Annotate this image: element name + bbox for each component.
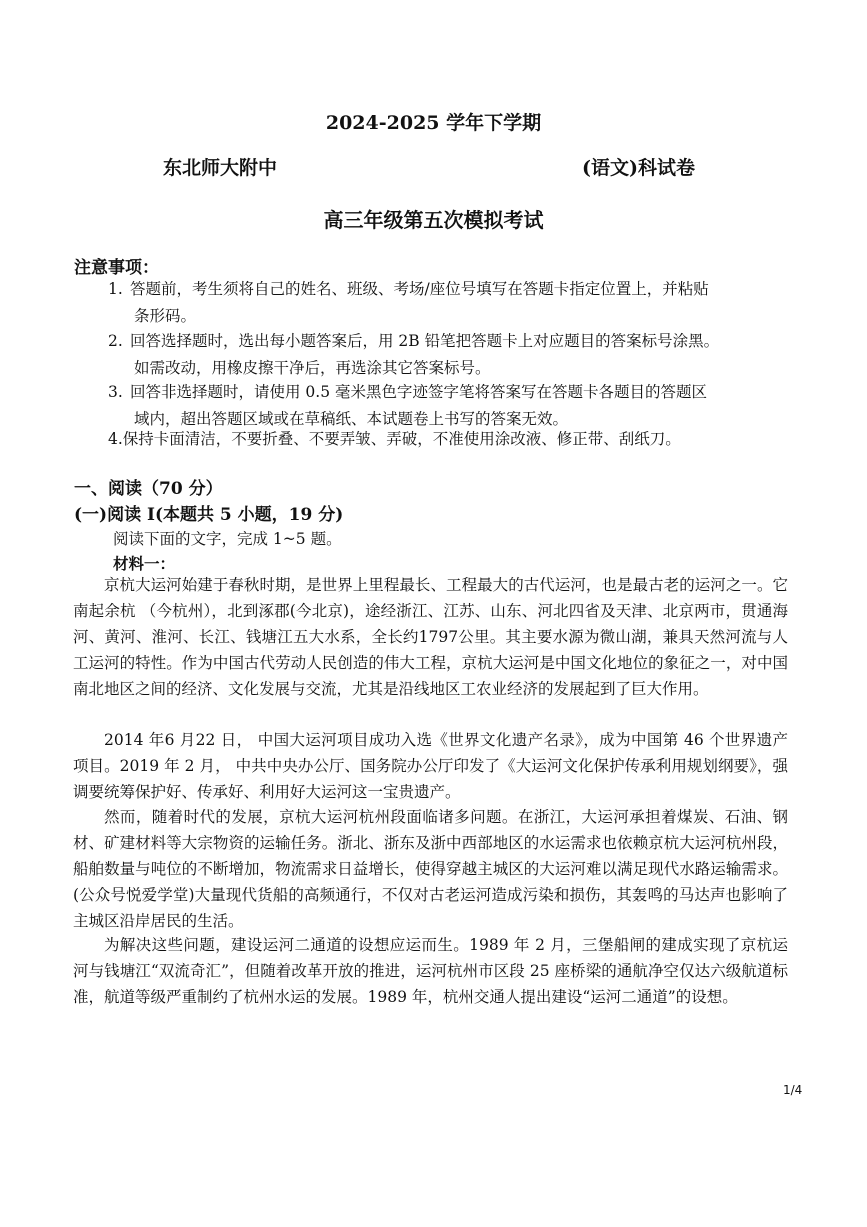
section-title: 一、阅读（70 分） [74,479,223,499]
notice-item-number: 1. [108,280,123,298]
notice-item-text: 回答选择题时，选出每小题答案后，用 2B 铅笔把答题卡上对应题目的答案标号涂黑。 [130,332,720,350]
notice-item-number: 2. [108,332,123,350]
passage-paragraph-3: 然而，随着时代的发展，京杭大运河杭州段面临诸多问题。在浙江，大运河承担着煤炭、石油、钢材、矿建材料等大宗物资的运输任务。浙北、浙东及浙中西部地区的水运需求也依赖京杭大运河杭州段，船舶数量与吨位的不断增加，物流需求日益增长，使得穿越主城区的大运河难以满足现代水路运输需求。(公众号悦爱学堂)大量现代货船的高频通行，不仅对古老运河造成污染和损伤，其轰鸣的马达声也影响了主城区沿岸居民的生活。 [73,808,788,930]
notice-item-2 [108,328,808,382]
notice-heading: 注意事项： [74,258,159,278]
notice-item-number: 4. [108,430,123,448]
exam-title: 高三年级第五次模拟考试 [323,208,544,232]
subsection-title: (一)阅读 I(本题共 5 小题，19 分) [74,505,344,525]
notice-item-text: 保持卡面清洁，不要折叠、不要弄皱、弄破，不准使用涂改液、修正带、刮纸刀。 [122,430,681,448]
page-number: 1/4 [783,1083,803,1097]
notice-item-1 [108,276,808,330]
notice-item-continuation: 域内，超出答题区域或在草稿纸、本试题卷上书写的答案无效。 [134,410,569,428]
notice-item-number: 3. [108,383,123,401]
material-label: 材料一： [113,554,176,573]
school-name: 东北师大附中 [163,157,278,179]
notice-item-3 [108,379,808,433]
notice-item-4 [108,426,808,453]
subject-label: (语文)科试卷 [582,157,695,179]
notice-item-continuation: 如需改动，用橡皮擦干净后，再选涂其它答案标号。 [134,359,491,377]
passage-paragraph-2: 2014 年6 月22 日， 中国大运河项目成功入选《世界文化遗产名录》，成为中国第 46 个世界遗产项目。2019 年 2 月， 中共中央办公厅、国务院办公厅印发了《大运河文化保护传承利用规划纲要》，强调要统筹保护好、传承好、利用好大运河这一宝贵遗产。 [73,731,788,801]
term-title: 2024-2025 学年下学期 [325,112,542,134]
notice-item-text: 答题前，考生须将自己的姓名、班级、考场/座位号填写在答题卡指定位置上，并粘贴 [130,280,709,298]
instruction-text: 阅读下面的文字，完成 1~5 题。 [113,530,342,548]
passage-paragraph-1: 京杭大运河始建于春秋时期，是世界上里程最长、工程最大的古代运河，也是最古老的运河之一。它南起余杭 （今杭州），北到涿郡(今北京)，途经浙江、江苏、山东、河北四省及天津、北京两市，贯通海河、黄河、淮河、长江、钱塘江五大水系，全长约1797公里。其主要水源为微山湖，兼具天然河流与人工运河的特性。作为中国古代劳动人民创造的伟大工程，京杭大运河是中国文化地位的象征之一，对中国南北地区之间的经济、文化发展与交流，尤其是沿线地区工农业经济的发展起到了巨大作用。 [73,576,788,698]
notice-item-text: 回答非选择题时，请使用 0.5 毫米黑色字迹签字笔将答案写在答题卡各题目的答题区 [130,383,708,401]
passage-paragraph-4: 为解决这些问题，建设运河二通道的设想应运而生。1989 年 2 月，三堡船闸的建成实现了京杭运河与钱塘江“双流奇汇”，但随着改革开放的推进，运河杭州市区段 25 座桥梁的通航净空仅达六级航道标准，航道等级严重制约了杭州水运的发展。1989 年，杭州交通人提出建设“运河二通道”的设想。 [73,936,788,1006]
notice-item-continuation: 条形码。 [134,307,197,325]
